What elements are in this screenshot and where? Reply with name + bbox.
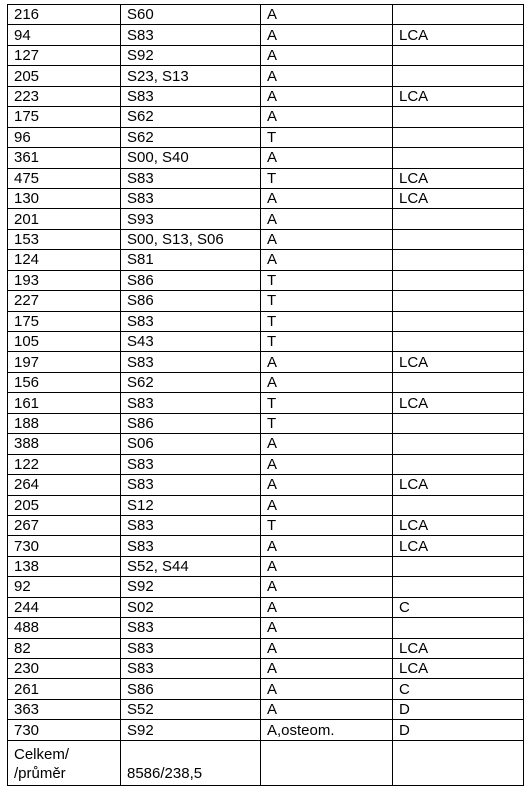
table-row — [8, 577, 524, 597]
table-row — [8, 127, 524, 147]
note-cell — [393, 311, 524, 331]
diagnosis-code-cell: S83 — [121, 659, 261, 679]
note-cell: C — [393, 597, 524, 617]
type-cell: T — [261, 270, 393, 290]
table-body — [8, 5, 524, 786]
note-cell — [393, 148, 524, 168]
note-cell — [393, 495, 524, 515]
table-row — [8, 699, 524, 719]
diagnosis-code-cell: S81 — [121, 250, 261, 270]
table-row — [8, 148, 524, 168]
table-row — [8, 454, 524, 474]
table-row — [8, 25, 524, 45]
diagnosis-code-cell: S92 — [121, 577, 261, 597]
diagnosis-code-cell: S06 — [121, 434, 261, 454]
type-cell: A — [261, 679, 393, 699]
note-cell — [393, 5, 524, 25]
days-cell: 127 — [8, 45, 121, 65]
table-row — [8, 536, 524, 556]
table-row — [8, 270, 524, 290]
diagnosis-code-cell: S52, S44 — [121, 556, 261, 576]
type-cell: A — [261, 229, 393, 249]
type-cell: A — [261, 66, 393, 86]
table-row — [8, 597, 524, 617]
type-cell: A — [261, 250, 393, 270]
type-cell: T — [261, 515, 393, 535]
diagnosis-code-cell: S00, S13, S06 — [121, 229, 261, 249]
type-cell: A — [261, 597, 393, 617]
table-row — [8, 495, 524, 515]
days-cell: 361 — [8, 148, 121, 168]
note-cell — [393, 332, 524, 352]
note-cell — [393, 107, 524, 127]
days-cell: 156 — [8, 372, 121, 392]
table-row — [8, 556, 524, 576]
note-cell: LCA — [393, 475, 524, 495]
note-cell: D — [393, 720, 524, 740]
days-cell: 124 — [8, 250, 121, 270]
note-cell — [393, 454, 524, 474]
days-cell: 267 — [8, 515, 121, 535]
note-cell: D — [393, 699, 524, 719]
table-row — [8, 86, 524, 106]
type-cell: A — [261, 475, 393, 495]
note-cell: LCA — [393, 352, 524, 372]
days-cell: 201 — [8, 209, 121, 229]
type-cell: A — [261, 659, 393, 679]
diagnosis-code-cell: S83 — [121, 311, 261, 331]
type-cell: A — [261, 352, 393, 372]
days-cell: 153 — [8, 229, 121, 249]
days-cell: 730 — [8, 720, 121, 740]
days-cell: 475 — [8, 168, 121, 188]
type-cell: A — [261, 188, 393, 208]
type-cell: A — [261, 434, 393, 454]
diagnosis-code-cell: S83 — [121, 352, 261, 372]
diagnosis-code-cell: S12 — [121, 495, 261, 515]
days-cell: 161 — [8, 393, 121, 413]
note-cell: LCA — [393, 515, 524, 535]
note-cell — [393, 127, 524, 147]
table-row — [8, 659, 524, 679]
type-cell: A — [261, 618, 393, 638]
type-cell: T — [261, 291, 393, 311]
total-empty-cell — [393, 740, 524, 785]
type-cell: A — [261, 107, 393, 127]
diagnosis-code-cell: S00, S40 — [121, 148, 261, 168]
diagnosis-code-cell: S83 — [121, 618, 261, 638]
type-cell: A — [261, 577, 393, 597]
days-cell: 193 — [8, 270, 121, 290]
diagnosis-code-cell: S92 — [121, 45, 261, 65]
note-cell: LCA — [393, 86, 524, 106]
type-cell: T — [261, 168, 393, 188]
table-row — [8, 393, 524, 413]
table-row — [8, 311, 524, 331]
type-cell: A — [261, 86, 393, 106]
diagnosis-code-cell: S83 — [121, 86, 261, 106]
data-table — [7, 4, 524, 786]
diagnosis-code-cell: S83 — [121, 188, 261, 208]
note-cell — [393, 291, 524, 311]
type-cell: A — [261, 372, 393, 392]
table-row — [8, 475, 524, 495]
days-cell: 488 — [8, 618, 121, 638]
note-cell — [393, 372, 524, 392]
type-cell: T — [261, 393, 393, 413]
diagnosis-code-cell: S86 — [121, 413, 261, 433]
days-cell: 230 — [8, 659, 121, 679]
type-cell: A — [261, 536, 393, 556]
days-cell: 82 — [8, 638, 121, 658]
type-cell: A,osteom. — [261, 720, 393, 740]
note-cell — [393, 250, 524, 270]
table-row — [8, 352, 524, 372]
type-cell: A — [261, 454, 393, 474]
table-row — [8, 168, 524, 188]
note-cell: LCA — [393, 536, 524, 556]
table-row — [8, 618, 524, 638]
type-cell: A — [261, 495, 393, 515]
days-cell: 363 — [8, 699, 121, 719]
total-value-cell: 8586/238,5 — [121, 740, 261, 785]
total-label-cell: Celkem/ /průměr — [8, 740, 121, 785]
days-cell: 388 — [8, 434, 121, 454]
days-cell: 261 — [8, 679, 121, 699]
days-cell: 223 — [8, 86, 121, 106]
table-row — [8, 229, 524, 249]
type-cell: A — [261, 209, 393, 229]
days-cell: 138 — [8, 556, 121, 576]
table-row — [8, 679, 524, 699]
note-cell: LCA — [393, 638, 524, 658]
days-cell: 175 — [8, 311, 121, 331]
table-row — [8, 434, 524, 454]
diagnosis-code-cell: S92 — [121, 720, 261, 740]
diagnosis-code-cell: S86 — [121, 270, 261, 290]
type-cell: A — [261, 638, 393, 658]
table-row — [8, 332, 524, 352]
days-cell: 205 — [8, 66, 121, 86]
days-cell: 264 — [8, 475, 121, 495]
diagnosis-code-cell: S62 — [121, 372, 261, 392]
diagnosis-code-cell: S83 — [121, 515, 261, 535]
type-cell: A — [261, 5, 393, 25]
days-cell: 244 — [8, 597, 121, 617]
type-cell: A — [261, 45, 393, 65]
table-row — [8, 209, 524, 229]
table-row — [8, 250, 524, 270]
note-cell — [393, 229, 524, 249]
note-cell: LCA — [393, 393, 524, 413]
table-row — [8, 413, 524, 433]
type-cell: A — [261, 556, 393, 576]
days-cell: 105 — [8, 332, 121, 352]
days-cell: 94 — [8, 25, 121, 45]
diagnosis-code-cell: S83 — [121, 536, 261, 556]
type-cell: T — [261, 127, 393, 147]
note-cell: C — [393, 679, 524, 699]
days-cell: 216 — [8, 5, 121, 25]
type-cell: A — [261, 699, 393, 719]
days-cell: 92 — [8, 577, 121, 597]
diagnosis-code-cell: S62 — [121, 127, 261, 147]
days-cell: 227 — [8, 291, 121, 311]
table-row — [8, 515, 524, 535]
note-cell — [393, 209, 524, 229]
note-cell — [393, 434, 524, 454]
table-row — [8, 638, 524, 658]
diagnosis-code-cell: S62 — [121, 107, 261, 127]
diagnosis-code-cell: S83 — [121, 475, 261, 495]
type-cell: T — [261, 311, 393, 331]
type-cell: A — [261, 148, 393, 168]
diagnosis-code-cell: S23, S13 — [121, 66, 261, 86]
diagnosis-code-cell: S60 — [121, 5, 261, 25]
note-cell — [393, 270, 524, 290]
diagnosis-code-cell: S43 — [121, 332, 261, 352]
total-row — [8, 740, 524, 785]
days-cell: 730 — [8, 536, 121, 556]
diagnosis-code-cell: S93 — [121, 209, 261, 229]
table-row — [8, 107, 524, 127]
note-cell: LCA — [393, 25, 524, 45]
note-cell — [393, 45, 524, 65]
diagnosis-code-cell: S86 — [121, 291, 261, 311]
note-cell: LCA — [393, 188, 524, 208]
table-row — [8, 66, 524, 86]
note-cell: LCA — [393, 168, 524, 188]
note-cell — [393, 556, 524, 576]
note-cell — [393, 66, 524, 86]
diagnosis-code-cell: S83 — [121, 168, 261, 188]
note-cell — [393, 618, 524, 638]
note-cell — [393, 413, 524, 433]
days-cell: 96 — [8, 127, 121, 147]
table-row — [8, 5, 524, 25]
diagnosis-code-cell: S83 — [121, 638, 261, 658]
type-cell: T — [261, 332, 393, 352]
note-cell — [393, 577, 524, 597]
diagnosis-code-cell: S86 — [121, 679, 261, 699]
type-cell: A — [261, 25, 393, 45]
table-row — [8, 45, 524, 65]
diagnosis-code-cell: S02 — [121, 597, 261, 617]
table-row — [8, 188, 524, 208]
table-row — [8, 291, 524, 311]
diagnosis-code-cell: S83 — [121, 393, 261, 413]
days-cell: 175 — [8, 107, 121, 127]
table-row — [8, 372, 524, 392]
diagnosis-code-cell: S83 — [121, 25, 261, 45]
note-cell: LCA — [393, 659, 524, 679]
days-cell: 130 — [8, 188, 121, 208]
diagnosis-code-cell: S52 — [121, 699, 261, 719]
days-cell: 205 — [8, 495, 121, 515]
type-cell: T — [261, 413, 393, 433]
table-row — [8, 720, 524, 740]
days-cell: 197 — [8, 352, 121, 372]
days-cell: 122 — [8, 454, 121, 474]
diagnosis-code-cell: S83 — [121, 454, 261, 474]
total-empty-cell — [261, 740, 393, 785]
days-cell: 188 — [8, 413, 121, 433]
